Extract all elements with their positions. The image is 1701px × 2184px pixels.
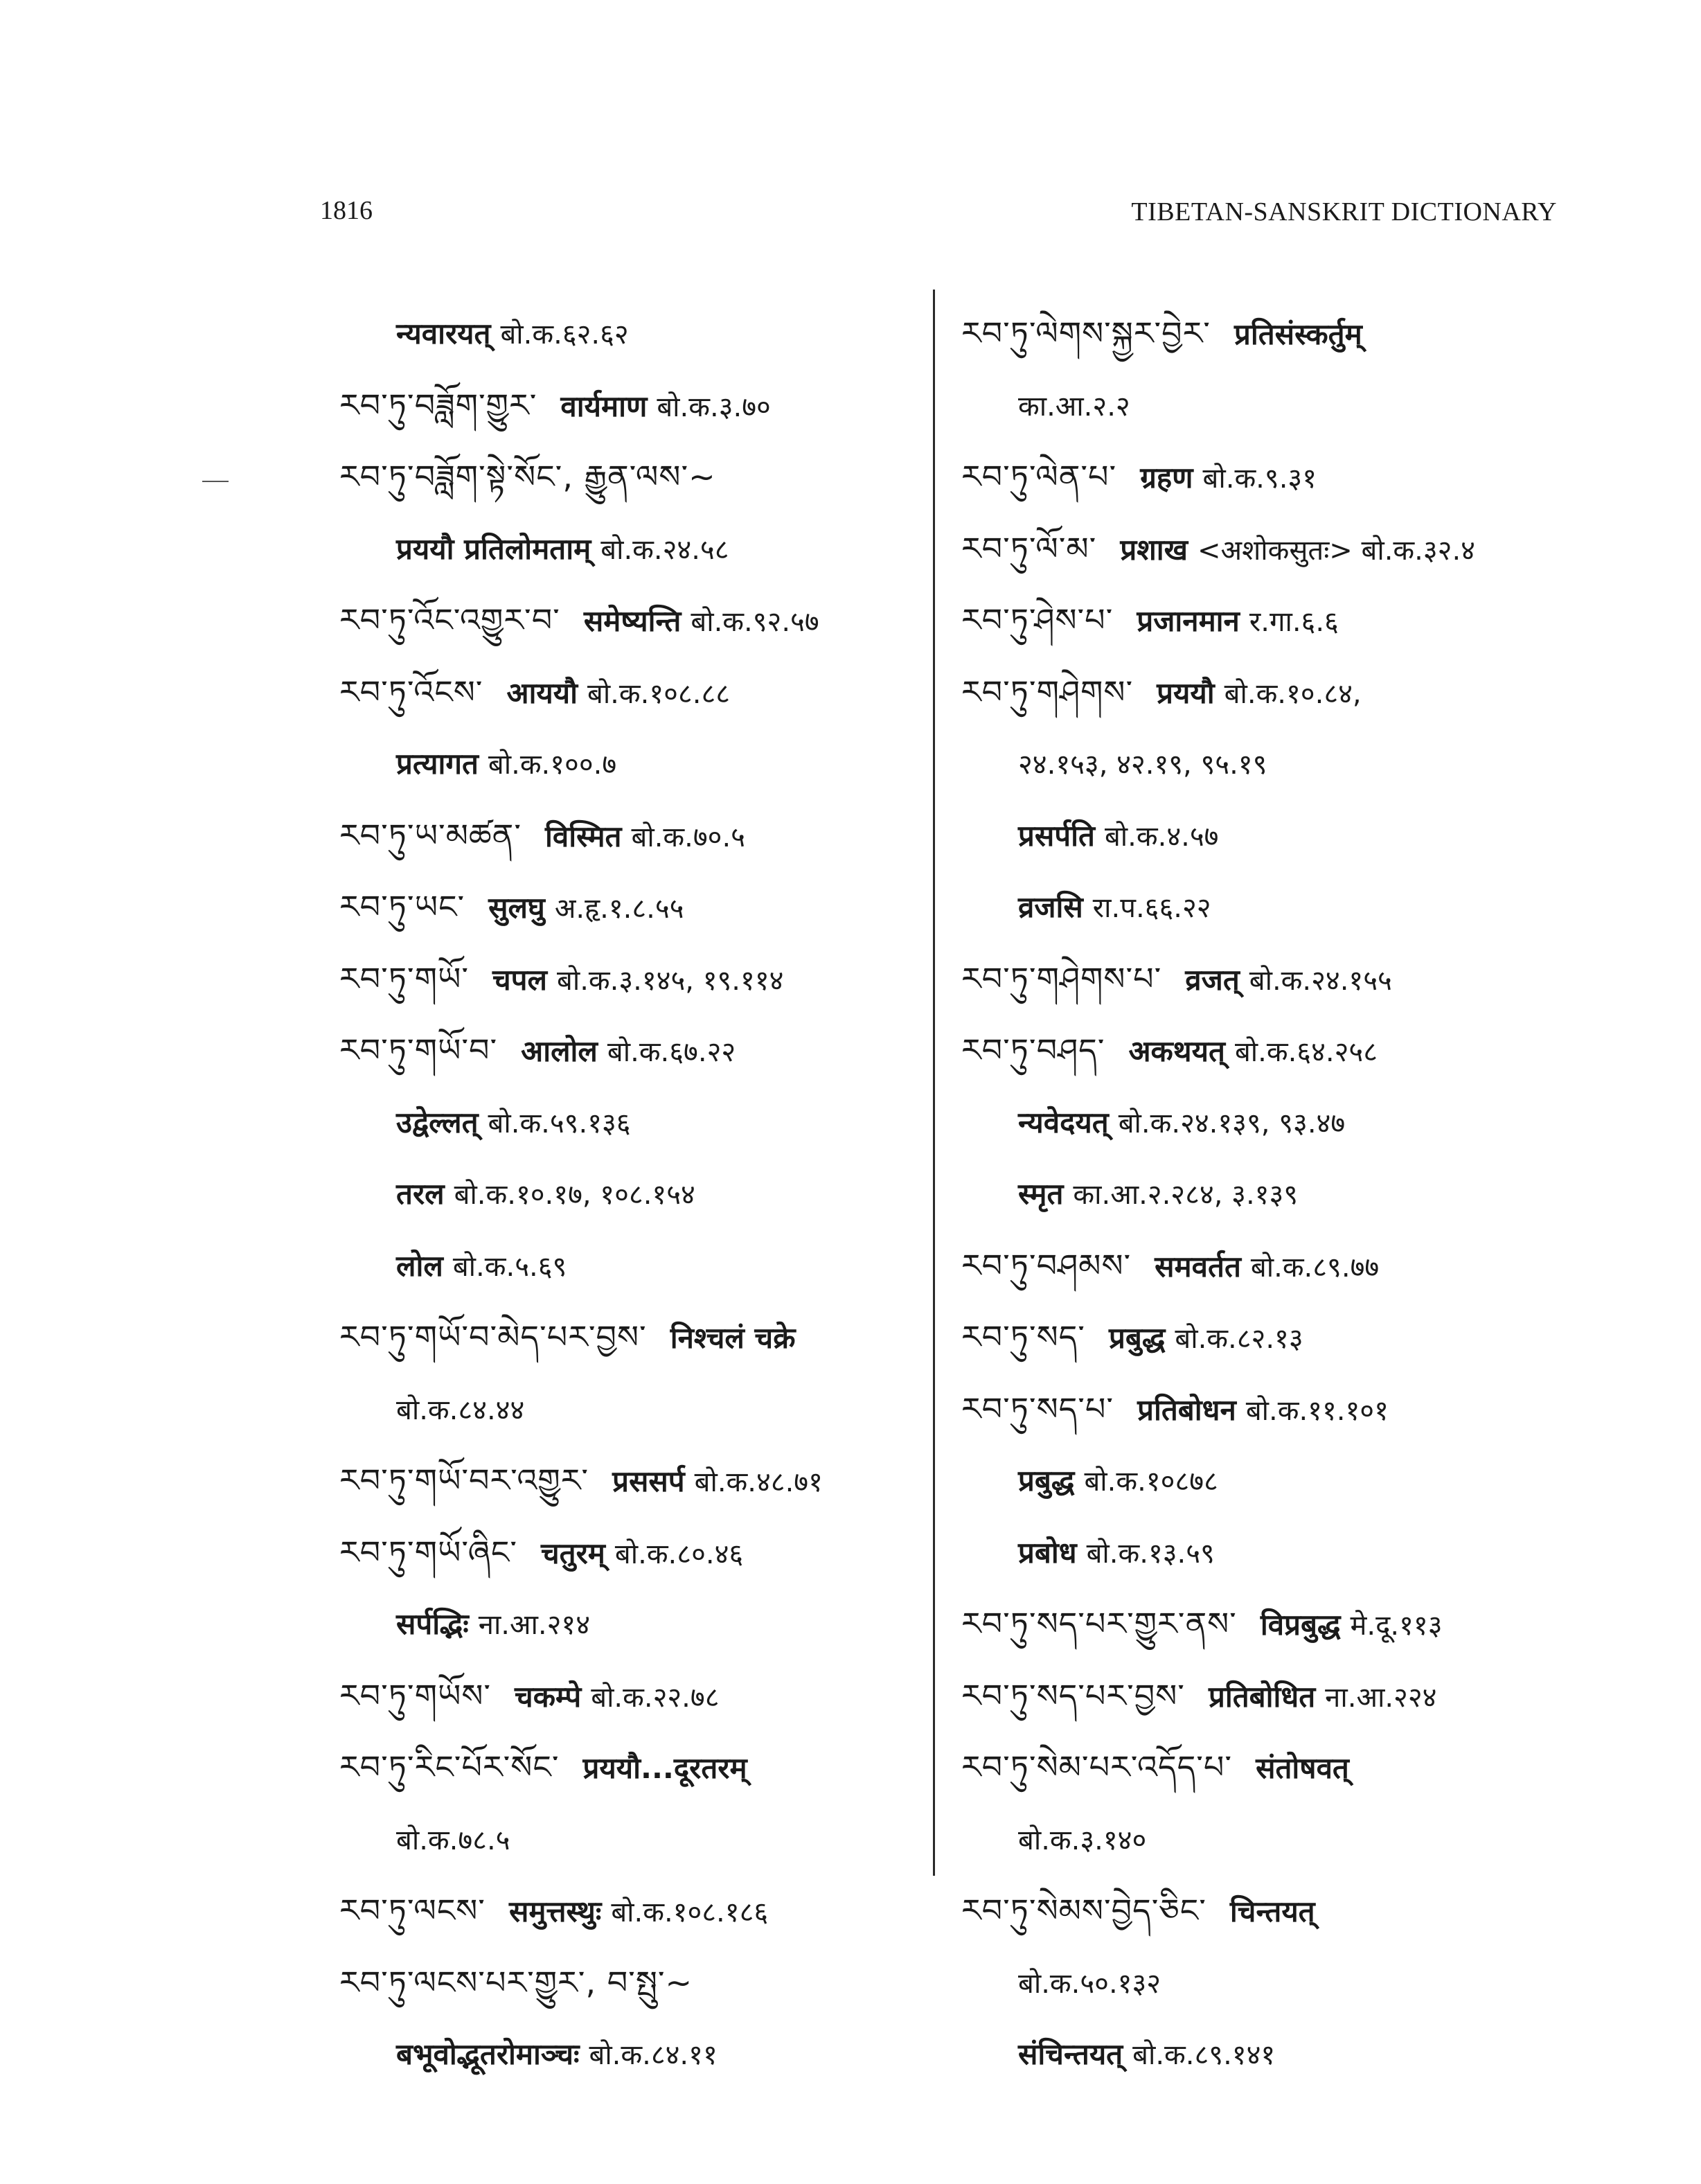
sanskrit-equivalent: प्रबुद्ध bbox=[1018, 1464, 1075, 1498]
sanskrit-equivalent: चपल bbox=[492, 962, 548, 997]
dictionary-line bbox=[339, 1517, 914, 1589]
sanskrit-equivalent: प्रबुद्ध bbox=[1108, 1321, 1166, 1355]
sanskrit-equivalent: प्रतिबोधित bbox=[1208, 1679, 1316, 1714]
running-head: TIBETAN-SANSKRIT DICTIONARY bbox=[1131, 197, 1557, 227]
dictionary-line bbox=[961, 1230, 1585, 1302]
dictionary-line bbox=[339, 1230, 914, 1302]
dictionary-line bbox=[339, 1947, 914, 2019]
dictionary-line bbox=[961, 1660, 1585, 1732]
dictionary-line bbox=[339, 728, 914, 800]
dictionary-line bbox=[961, 800, 1585, 872]
dictionary-line bbox=[961, 585, 1585, 657]
source-reference: बो.क.२४.१५५ bbox=[1249, 964, 1392, 997]
margin-mark bbox=[202, 481, 229, 482]
sanskrit-equivalent: सुलघु bbox=[488, 891, 545, 925]
dictionary-line bbox=[339, 1588, 914, 1660]
sanskrit-equivalent: स्मृत bbox=[1018, 1177, 1064, 1211]
source-reference: बो.क.१०८७८ bbox=[1084, 1466, 1218, 1498]
sanskrit-equivalent: न्यवारयत् bbox=[396, 317, 491, 350]
tibetan-headword: རབ་ཏུ་ལེགས་སྐྱར་བྱེར་ bbox=[961, 314, 1211, 352]
tibetan-headword: རབ་ཏུ་ལེན་པ་ bbox=[961, 458, 1117, 495]
tibetan-headword: རབ་ཏུ་གཡོ་བ་མེད་པར་བྱས་ bbox=[339, 1318, 647, 1356]
source-reference: <अशोकसुतः> बो.क.३२.४ bbox=[1197, 534, 1475, 567]
source-reference: ना.आ.२१४ bbox=[478, 1609, 591, 1641]
dictionary-line bbox=[961, 728, 1585, 800]
sanskrit-equivalent: प्रबोध bbox=[1018, 1535, 1077, 1570]
source-reference: बो.क.९.३१ bbox=[1202, 463, 1317, 495]
source-reference: बो.क.८९.१४१ bbox=[1132, 2039, 1276, 2071]
dictionary-line bbox=[339, 1087, 914, 1159]
dictionary-line bbox=[961, 1875, 1585, 1947]
sanskrit-equivalent: चतुरम् bbox=[541, 1536, 605, 1570]
source-reference: बो.क.२२.७८ bbox=[591, 1681, 720, 1714]
source-reference: बो.क.७०.५ bbox=[631, 821, 745, 853]
tibetan-headword: རབ་ཏུ་སེམས་བྱེད་ཅིང་ bbox=[961, 1892, 1206, 1929]
sanskrit-equivalent: निश्चलं चक्रे bbox=[670, 1321, 796, 1355]
source-reference: बो.क.८४.४४ bbox=[396, 1394, 525, 1426]
source-reference: बो.क.१००.७ bbox=[488, 749, 617, 781]
sanskrit-equivalent: संचिन्तयत् bbox=[1018, 2037, 1123, 2071]
dictionary-line bbox=[961, 1445, 1585, 1517]
source-reference: बो.क.३.७० bbox=[657, 391, 771, 423]
sanskrit-equivalent: संतोषवत् bbox=[1256, 1751, 1349, 1785]
source-reference: बो.क.४८.७१ bbox=[694, 1466, 823, 1498]
tibetan-headword: རབ་ཏུ་སད་པར་བྱས་ bbox=[961, 1676, 1185, 1714]
source-reference: बो.क.७८.५ bbox=[396, 1824, 510, 1856]
sanskrit-equivalent: विस्मित bbox=[545, 819, 622, 853]
dictionary-line bbox=[339, 298, 914, 370]
source-reference: बो.क.३.१४५, १९.११४ bbox=[557, 964, 784, 997]
dictionary-line bbox=[339, 800, 914, 872]
source-reference: बो.क.१३.५९ bbox=[1086, 1537, 1215, 1570]
sanskrit-equivalent: चकम्पे bbox=[515, 1679, 582, 1714]
sanskrit-equivalent: आययौ bbox=[506, 675, 578, 710]
dictionary-line bbox=[961, 1302, 1585, 1374]
sanskrit-equivalent: प्रसर्पति bbox=[1018, 818, 1095, 853]
source-reference: बो.क.८०.४६ bbox=[614, 1538, 744, 1570]
source-reference: बो.क.५.६९ bbox=[452, 1250, 567, 1283]
sanskrit-equivalent: समवर्तत bbox=[1155, 1249, 1241, 1284]
dictionary-line bbox=[339, 1015, 914, 1087]
source-reference: मे.दू.११३ bbox=[1350, 1610, 1443, 1642]
sanskrit-equivalent: प्रययौ bbox=[1157, 675, 1215, 710]
sanskrit-equivalent: प्रजानमान bbox=[1137, 604, 1240, 638]
dictionary-line bbox=[339, 1445, 914, 1517]
sanskrit-equivalent: न्यवेदयत् bbox=[1018, 1105, 1109, 1139]
source-reference: अ.हृ.१.८.५५ bbox=[554, 893, 684, 925]
sanskrit-equivalent: व्रजसि bbox=[1018, 890, 1083, 924]
dictionary-line bbox=[961, 1087, 1585, 1159]
dictionary-line bbox=[339, 1732, 914, 1804]
tibetan-headword: རབ་ཏུ་ལོ་མ་ bbox=[961, 529, 1097, 567]
tibetan-headword: རབ་ཏུ་བཟློག་སྟེ་སོང་, རྒྱུན་ལས་~ bbox=[339, 458, 716, 495]
dictionary-line bbox=[961, 1374, 1585, 1446]
tibetan-headword: རབ་ཏུ་སད་ bbox=[961, 1318, 1085, 1356]
sanskrit-equivalent: उद्वेल्लत् bbox=[396, 1105, 479, 1139]
sanskrit-equivalent: अकथयत् bbox=[1128, 1034, 1225, 1068]
dictionary-line bbox=[961, 871, 1585, 943]
source-reference: बो.क.१०८.१८६ bbox=[611, 1897, 769, 1928]
tibetan-headword: རབ་ཏུ་འོང་འགྱུར་བ་ bbox=[339, 601, 560, 639]
sanskrit-equivalent: सर्पद्भिः bbox=[396, 1607, 469, 1641]
dictionary-line bbox=[339, 1804, 914, 1876]
source-reference: बो.क.३.१४० bbox=[1018, 1824, 1147, 1856]
tibetan-headword: རབ་ཏུ་གཡོ་ bbox=[339, 959, 469, 997]
dictionary-line bbox=[339, 1302, 914, 1374]
source-reference: बो.क.११.१०१ bbox=[1245, 1394, 1389, 1427]
source-reference: बो.क.८४.११ bbox=[589, 2039, 718, 2071]
sanskrit-equivalent: प्रतिबोधन bbox=[1137, 1392, 1236, 1427]
dictionary-line bbox=[961, 1804, 1585, 1876]
sanskrit-equivalent: प्रससर्प bbox=[612, 1464, 685, 1498]
dictionary-line bbox=[339, 1374, 914, 1446]
source-reference: बो.क.४.५७ bbox=[1104, 820, 1219, 853]
dictionary-line bbox=[339, 1660, 914, 1732]
source-reference: बो.क.६२.६२ bbox=[500, 319, 629, 350]
source-reference: बो.क.६४.२५८ bbox=[1234, 1036, 1378, 1068]
source-reference: का.आ.२.२८४, ३.१३९ bbox=[1073, 1179, 1299, 1211]
sanskrit-equivalent: ग्रहण bbox=[1140, 461, 1193, 495]
sanskrit-equivalent: तरल bbox=[396, 1177, 445, 1211]
source-reference: बो.क.१०.८४, bbox=[1224, 677, 1362, 710]
source-reference: र.गा.६.६ bbox=[1249, 606, 1339, 638]
sanskrit-equivalent: प्रशाख bbox=[1120, 532, 1188, 567]
tibetan-headword: རབ་ཏུ་ཡང་ bbox=[339, 888, 465, 925]
left-column bbox=[339, 298, 914, 2090]
dictionary-line bbox=[339, 943, 914, 1015]
dictionary-line bbox=[339, 513, 914, 585]
tibetan-headword: རབ་ཏུ་འོངས་ bbox=[339, 673, 483, 711]
sanskrit-equivalent: समेष्यन्ति bbox=[583, 604, 682, 638]
tibetan-headword: རབ་ཏུ་གཡོ་བར་འགྱུར་ bbox=[339, 1462, 589, 1499]
dictionary-line bbox=[961, 1732, 1585, 1804]
sanskrit-equivalent: प्रतिसंस्कर्तुम् bbox=[1234, 317, 1362, 351]
column-rule bbox=[933, 290, 935, 1876]
dictionary-line bbox=[961, 943, 1585, 1015]
tibetan-headword: རབ་ཏུ་གཡོས་ bbox=[339, 1676, 492, 1714]
tibetan-headword: རབ་ཏུ་བཤམས་ bbox=[961, 1246, 1132, 1284]
tibetan-headword: རབ་ཏུ་ལངས་པར་གྱུར་, བ་སྤུ་~ bbox=[339, 1963, 693, 2001]
sanskrit-equivalent: बभूवोद्भूतरोमाञ्चः bbox=[396, 2037, 580, 2071]
tibetan-headword: རབ་ཏུ་ལངས་ bbox=[339, 1892, 486, 1929]
dictionary-line bbox=[339, 441, 914, 513]
sanskrit-equivalent: प्रययौ...दूरतरम् bbox=[582, 1751, 747, 1785]
sanskrit-equivalent: आलोल bbox=[521, 1034, 598, 1068]
tibetan-headword: རབ་ཏུ་སད་པ་ bbox=[961, 1390, 1114, 1428]
source-reference: बो.क.२४.५८ bbox=[600, 533, 729, 566]
source-reference: २४.१५३, ४२.१९, ९५.१९ bbox=[1018, 749, 1267, 781]
tibetan-headword: རབ་ཏུ་རིང་པོར་སོང་ bbox=[339, 1748, 560, 1786]
source-reference: बो.क.५०.१३२ bbox=[1018, 1967, 1161, 2000]
dictionary-line bbox=[961, 1517, 1585, 1589]
source-reference: ना.आ.२२४ bbox=[1325, 1681, 1437, 1714]
dictionary-line bbox=[961, 2018, 1585, 2090]
sanskrit-equivalent: व्रजत् bbox=[1185, 962, 1240, 997]
dictionary-line bbox=[961, 657, 1585, 729]
tibetan-headword: རབ་ཏུ་ཤེས་པ་ bbox=[961, 601, 1114, 639]
dictionary-line bbox=[961, 441, 1585, 513]
dictionary-line bbox=[961, 1158, 1585, 1230]
source-reference: बो.क.६७.२२ bbox=[607, 1036, 736, 1068]
tibetan-headword: རབ་ཏུ་སེམ་པར་འདོད་པ་ bbox=[961, 1748, 1233, 1786]
dictionary-line bbox=[339, 2018, 914, 2090]
tibetan-headword: རབ་ཏུ་གཡོ་ཞིང་ bbox=[339, 1533, 518, 1571]
source-reference: बो.क.८९.७७ bbox=[1250, 1251, 1380, 1284]
source-reference: बो.क.१०८.८८ bbox=[587, 677, 731, 710]
source-reference: बो.क.५९.१३६ bbox=[488, 1107, 631, 1139]
tibetan-headword: རབ་ཏུ་སད་པར་གྱུར་ནས་ bbox=[961, 1605, 1237, 1642]
tibetan-headword: རབ་ཏུ་གཤེགས་པ་ bbox=[961, 959, 1162, 997]
dictionary-line bbox=[339, 1158, 914, 1230]
sanskrit-equivalent: प्रययौ प्रतिलोमताम् bbox=[396, 531, 591, 566]
page-number: 1816 bbox=[320, 196, 373, 225]
dictionary-line bbox=[339, 370, 914, 442]
source-reference: का.आ.२.२ bbox=[1018, 390, 1130, 423]
source-reference: बो.क.१०.१७, १०८.१५४ bbox=[454, 1179, 695, 1211]
dictionary-line bbox=[339, 657, 914, 729]
tibetan-headword: རབ་ཏུ་གཡོ་བ་ bbox=[339, 1031, 498, 1069]
source-reference: बो.क.२४.१३९, ९३.४७ bbox=[1118, 1107, 1346, 1139]
source-reference: रा.प.६६.२२ bbox=[1092, 892, 1211, 924]
dictionary-line bbox=[339, 1875, 914, 1947]
sanskrit-equivalent: समुत्तस्थुः bbox=[508, 1894, 602, 1928]
dictionary-line bbox=[961, 298, 1585, 370]
dictionary-line bbox=[961, 513, 1585, 585]
right-column bbox=[961, 298, 1585, 2090]
dictionary-line bbox=[961, 1015, 1585, 1087]
dictionary-line bbox=[339, 585, 914, 657]
sanskrit-equivalent: लोल bbox=[396, 1248, 443, 1283]
sanskrit-equivalent: विप्रबुद्ध bbox=[1260, 1608, 1341, 1642]
source-reference: बो.क.८२.१३ bbox=[1175, 1323, 1303, 1355]
tibetan-headword: རབ་ཏུ་བཟློག་གྱུར་ bbox=[339, 386, 537, 424]
dictionary-line bbox=[961, 1588, 1585, 1660]
sanskrit-equivalent: प्रत्यागत bbox=[396, 747, 479, 781]
tibetan-headword: རབ་ཏུ་ཡ་མཚན་ bbox=[339, 816, 522, 854]
tibetan-headword: རབ་ཏུ་བཤད་ bbox=[961, 1031, 1105, 1069]
dictionary-line bbox=[961, 370, 1585, 442]
tibetan-headword: རབ་ཏུ་གཤེགས་ bbox=[961, 673, 1134, 711]
sanskrit-equivalent: वार्यमाण bbox=[560, 389, 648, 423]
sanskrit-equivalent: चिन्तयत् bbox=[1229, 1894, 1315, 1928]
dictionary-line bbox=[339, 871, 914, 943]
source-reference: बो.क.९२.५७ bbox=[691, 606, 819, 638]
dictionary-line bbox=[961, 1947, 1585, 2019]
